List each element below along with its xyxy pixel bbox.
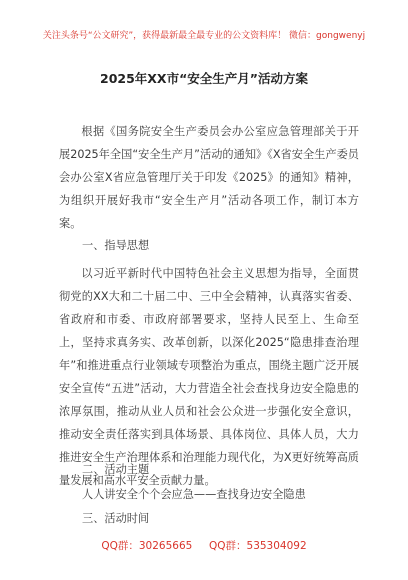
guiding-ideology-paragraph: 以习近平新时代中国特色社会主义思想为指导，全面贯彻党的XX大和二十届二中、三中全会精神，认真落实省委、省政府和市委、市政府部署要求，坚持人民至上、生命至上，坚持求真务实、改革创新，以深化2025“隐患排查治理年”和推进重点行业领域专项整治为重点，围绕主题广泛开展安全宣传“五进”活动，大力营造全社会查找身边安全隐患的浓厚氛围，推动从业人员和社会公众进一步强化安全意识，推动安全责任落实到具体场景、具体岗位、具体人员，大力推进安全生产治理体系和治理能力现代化，为X更好统筹高质量发展和高水平安全贡献力量。 [59,267,359,487]
document-title: 2025年XX市“安全生产月”活动方案 [100,71,308,86]
section-heading-time: 三、活动时间 [82,512,150,525]
header-note: 关注头条号“公文研究”，获得最新最全最专业的公文资料库！ 微信：gongwenyj [42,31,366,41]
theme-text: 人人讲安全个个会应急——查找身边安全隐患 [82,488,306,501]
section-heading-guiding-ideology: 一、指导思想 [82,239,150,252]
intro-paragraph: 根据《国务院安全生产委员会办公室应急管理部关于开展2025年全国“安全生产月”活动的通知》《X省安全生产委员会办公室X省应急管理厅关于印发《2025》的通知》精神，为组织开展好我市“安全生产月”活动各项工作，制订本方案。 [59,125,359,230]
footer-qq-groups: QQ群：30265665 QQ群：535304092 [101,540,307,552]
section-heading-theme: 二、活动主题 [82,463,150,476]
